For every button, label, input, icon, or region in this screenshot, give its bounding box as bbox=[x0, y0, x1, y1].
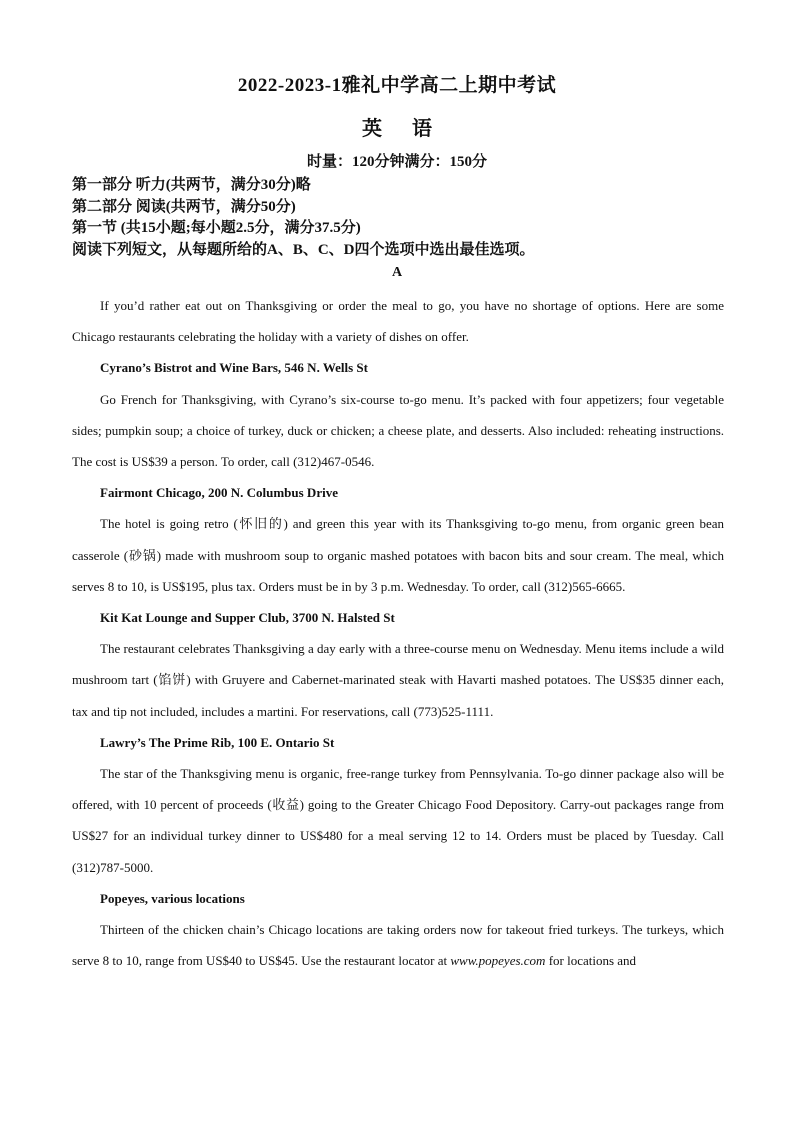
description-text: Thirteen of the chicken chain’s Chicago locations are taking orders now for takeout fried turkeys. The turkeys, which serve 8 to 10, range from US$40 to US$45. Use the restaurant locator at bbox=[72, 922, 724, 969]
restaurant-heading: Popeyes, various locations bbox=[100, 890, 245, 906]
subject-title: 英语 bbox=[362, 118, 462, 140]
restaurant-description: The restaurant celebrates Thanksgiving a day early with a three-course menu on Wednesday. Menu items include a wild mushroom tart (馅饼) with Gruyere and Cabernet-marinated steak with Havarti mashed potatoes. The US$35 dinner each, tax and tip not included, includes a martini. For reservations, call (773)525-1111. bbox=[72, 641, 724, 719]
reading-instruction: 阅读下列短文，从每题所给的A、B、C、D四个选项中选出最佳选项。 bbox=[72, 241, 535, 258]
exam-timing: 时量：120分钟满分：150分 bbox=[306, 154, 487, 170]
section-instructions bbox=[72, 175, 752, 261]
restaurant-heading: Cyrano’s Bistrot and Wine Bars, 546 N. Wells St bbox=[100, 360, 368, 376]
exam-title: 2022-2023-1雅礼中学高二上期中考试 bbox=[237, 75, 557, 96]
restaurant-description: The star of the Thanksgiving menu is organic, free-range turkey from Pennsylvania. To-go dinner package also will be offered, with 10 percent of proceeds (收益) going to the Greater Chicago Food Depository. Carry-out packages range from US$27 for an individual turkey dinner to US$480 for a meal serving 12 to 14. Orders must be placed by Tuesday. Call (312)787-5000. bbox=[72, 766, 724, 875]
section-subpart-one: 第一节 (共15小题;每小题2.5分，满分37.5分) bbox=[72, 220, 361, 236]
passage-intro: If you’d rather eat out on Thanksgiving or order the meal to go, you have no shortage of options. Here are some Chicago restaurants celebrating the holiday with a variety of dishes on offer. bbox=[72, 298, 724, 345]
restaurant-url: www.popeyes.com bbox=[450, 953, 546, 969]
passage-letter: A bbox=[391, 265, 403, 280]
section-part-two: 第二部分 阅读(共两节，满分50分) bbox=[72, 198, 296, 215]
description-text-tail: for locations and bbox=[545, 953, 637, 969]
restaurant-description: The hotel is going retro (怀旧的) and green this year with its Thanksgiving to-go menu, from organic green bean casserole (砂锅) made with mushroom soup to organic mashed potatoes with bacon bits and sour cream. The meal, which serves 8 to 10, is US$195, plus tax. Orders must be in by 3 p.m. Wednesday. To order, call (312)565-6665. bbox=[72, 516, 724, 594]
passage-body bbox=[72, 290, 724, 976]
section-part-one: 第一部分 听力(共两节，满分30分)略 bbox=[72, 177, 311, 193]
restaurant-heading: Fairmont Chicago, 200 N. Columbus Drive bbox=[100, 485, 338, 501]
restaurant-description: Go French for Thanksgiving, with Cyrano’s six-course to-go menu. It’s packed with four appetizers; four vegetable sides; pumpkin soup; a choice of turkey, duck or chicken; a cheese plate, and desserts. Also included: reheating instructions. The cost is US$39 a person. To order, call (312)467-0546. bbox=[72, 391, 724, 470]
restaurant-heading: Kit Kat Lounge and Supper Club, 3700 N. Halsted St bbox=[100, 610, 395, 626]
restaurant-heading: Lawry’s The Prime Rib, 100 E. Ontario St bbox=[100, 734, 335, 750]
restaurant-description bbox=[72, 914, 724, 976]
